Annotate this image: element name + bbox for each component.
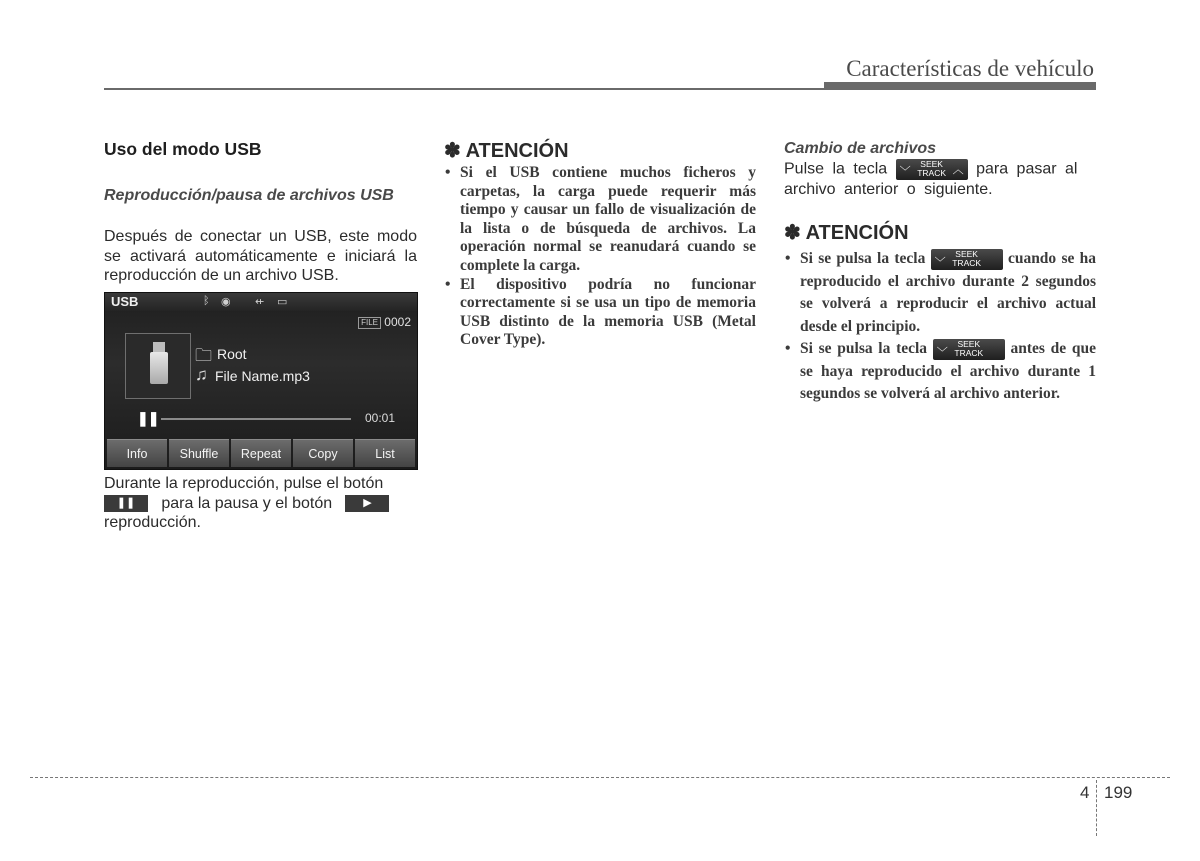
softkey-info: Info	[107, 439, 167, 467]
softkey-repeat: Repeat	[231, 439, 291, 467]
caution-seek-text-3: Si se pulsa la tecla	[800, 340, 928, 357]
file-badge: FILE	[358, 317, 381, 329]
caution-seek-text-4: antes de que se haya reproducido el archivo durante 1 segundos se volverá al archivo anterior.	[800, 340, 1096, 402]
music-note-icon: ♫	[195, 365, 208, 384]
footer-dashed-rule	[30, 777, 1170, 778]
caution-item	[784, 338, 1096, 406]
seek-label: SEEK	[955, 248, 978, 259]
pause-play-text-1: Durante la reproducción, pulse el botón	[104, 475, 384, 492]
softkey-bar	[107, 439, 415, 467]
softkey-list: List	[355, 439, 415, 467]
chapter-number: 4	[1080, 783, 1090, 802]
track-label: TRACK	[952, 257, 982, 268]
header-rule-accent	[824, 82, 1096, 90]
file-count: 0002	[384, 315, 411, 329]
subheading-change-files: Cambio de archivos	[784, 140, 937, 157]
seek-track-down-key-icon	[933, 339, 1005, 360]
file-name: File Name.mp3	[215, 368, 310, 384]
paragraph-change-files	[784, 159, 1096, 200]
chevron-up-icon: ︿	[952, 163, 964, 176]
caution-list-2	[784, 248, 1096, 406]
caution-item	[784, 248, 1096, 338]
pause-play-text-2: para la pausa y el botón	[161, 494, 333, 512]
page-number: 199	[1104, 783, 1133, 802]
seek-track-down-key-icon	[931, 249, 1003, 270]
usb-screen-illustration	[104, 292, 418, 470]
seek-label: SEEK	[957, 338, 981, 349]
bluetooth-icon: ᛒ	[203, 295, 210, 307]
change-files-text-1: Pulse la tecla	[784, 160, 888, 178]
caution-seek-text-1: Si se pulsa la tecla	[800, 250, 926, 267]
subheading-playback: Reproducción/pausa de archivos USB	[104, 187, 394, 204]
section-title: Uso del modo USB	[104, 139, 262, 159]
chevron-down-icon: ﹀	[934, 255, 946, 269]
pause-button-icon: ❚❚	[104, 495, 148, 512]
chevron-down-icon: ﹀	[899, 165, 911, 178]
footer-vertical-rule	[1096, 780, 1097, 836]
softkey-copy: Copy	[293, 439, 353, 467]
change-files-text-2: para pasar al archivo anterior o siguiente.	[784, 160, 1078, 198]
caution-item: • Si el USB contiene muchos ficheros y carpetas, la carga puede requerir más tiempo y causar un fallo de visualización de la lista o de búsqueda de archivos. La operación normal se reanudará cuando se complete la carga.	[444, 164, 756, 276]
softkey-shuffle: Shuffle	[169, 439, 229, 467]
screen-mode-title: USB	[111, 294, 139, 309]
caution-seek-text-2: cuando se ha reproducido el archivo durante 2 segundos se volverá a reproducir el archivo actual desde el principio.	[800, 250, 1097, 335]
page-header-title: Características de vehículo	[846, 56, 1094, 81]
usb-device-image	[125, 333, 191, 399]
play-button-icon: ▶	[345, 495, 389, 512]
usb-icon: ⇷	[255, 296, 265, 308]
pause-play-text-3: reproducción.	[104, 514, 201, 531]
usb-stick-icon	[150, 352, 168, 384]
caution-list-1	[444, 164, 756, 350]
caution-title-1: ✽ ATENCIÓN	[444, 140, 569, 162]
disc-icon: ◉	[221, 296, 231, 308]
ipod-icon: ▭	[277, 296, 288, 308]
progress-bar	[161, 418, 351, 420]
paragraph-usb-connect: Después de conectar un USB, este modo se activará automáticamente e iniciará la reproducción de un archivo USB.	[104, 228, 417, 284]
folder-name: Root	[217, 346, 247, 362]
caution-item: • El dispositivo podría no funcionar correctamente si se usa un tipo de memoria USB distinto de la memoria USB (Metal Cover Type).	[444, 276, 756, 350]
track-label: TRACK	[954, 347, 984, 358]
caution-title-2: ✽ ATENCIÓN	[784, 222, 909, 244]
chevron-down-icon: ﹀	[936, 345, 948, 359]
paragraph-pause-play	[104, 474, 417, 533]
pause-icon: ❚❚	[137, 410, 159, 426]
seek-track-key-icon	[896, 159, 968, 180]
elapsed-time: 00:01	[365, 411, 396, 425]
seek-label: SEEK	[920, 159, 943, 169]
track-label: TRACK	[917, 168, 947, 178]
folder-icon: 🗀	[195, 346, 212, 365]
